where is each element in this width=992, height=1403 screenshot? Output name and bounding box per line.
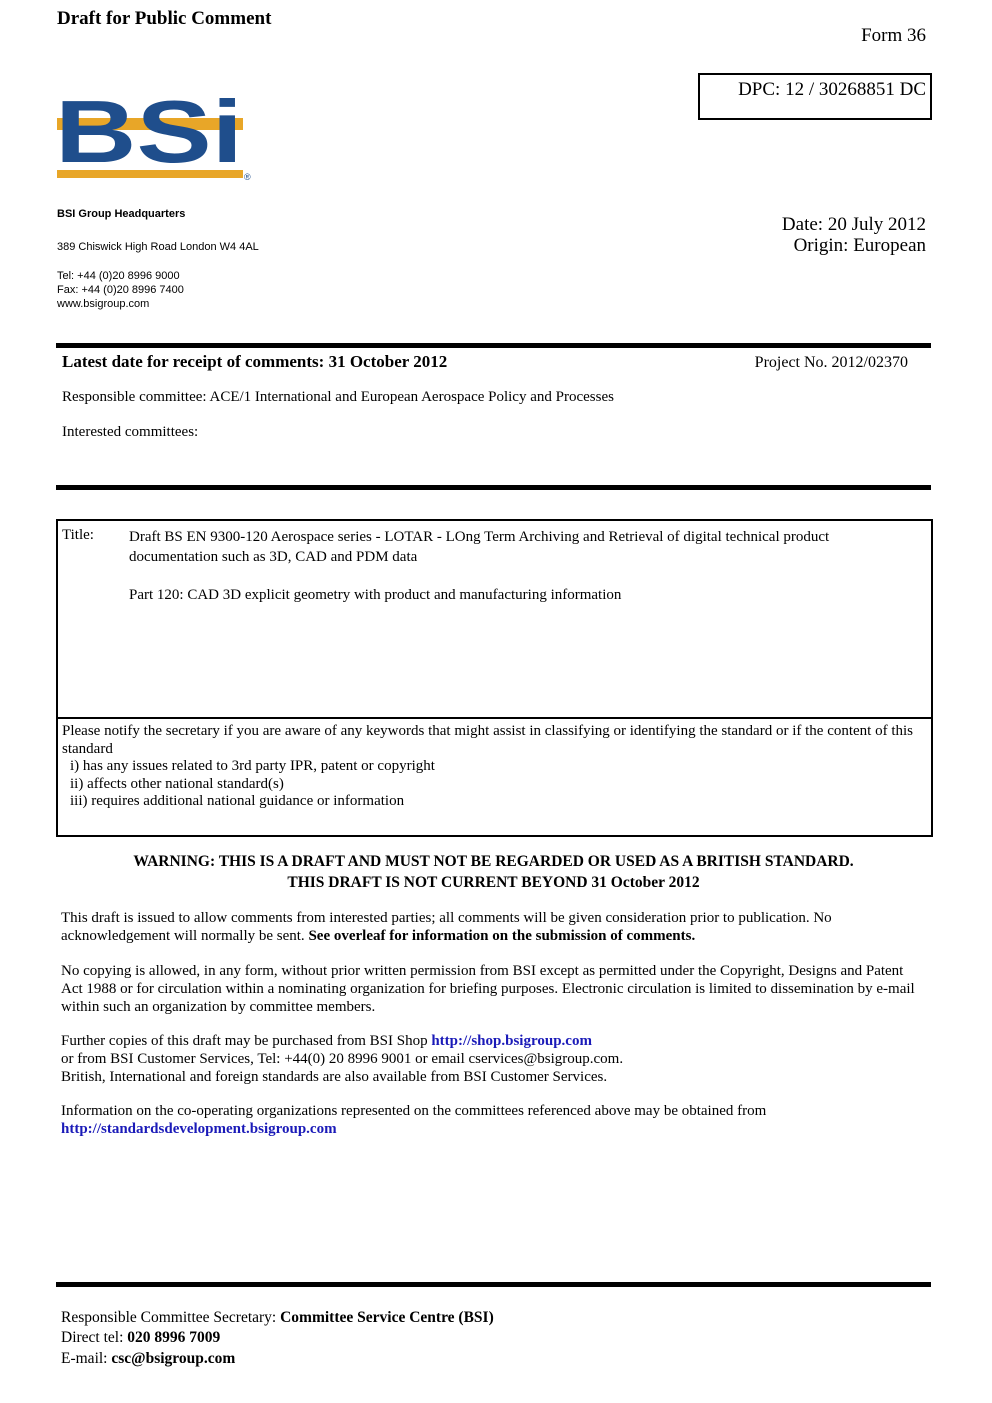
hq-name: BSI Group Headquarters <box>57 208 186 220</box>
comments-deadline: Latest date for receipt of comments: 31 October 2012 <box>62 352 448 371</box>
draft-warning <box>56 851 931 893</box>
document-origin: Origin: European <box>793 235 926 256</box>
notify-intro: Please notify the secretary if you are aware of any keywords that might assist in classifying or identifying the standard or if the content of this standard <box>62 723 914 757</box>
title-label: Title: <box>62 527 94 543</box>
responsible-committee: Responsible committee: ACE/1 International and European Aerospace Policy and Processes <box>62 389 614 405</box>
hq-tel: Tel: +44 (0)20 8996 9000 <box>57 270 180 282</box>
paragraph-text: British, International and foreign standards are also available from BSI Customer Services. <box>61 1068 608 1085</box>
page-title: Draft for Public Comment <box>57 8 272 29</box>
divider-rule <box>56 485 931 490</box>
email-value[interactable]: csc@bsigroup.com <box>111 1350 236 1367</box>
paragraph-cooperating-orgs <box>61 1103 927 1139</box>
divider-rule <box>56 343 931 348</box>
dpc-box <box>698 73 932 120</box>
form-number: Form 36 <box>861 25 926 46</box>
warning-line: THIS DRAFT IS NOT CURRENT BEYOND 31 October 2012 <box>287 874 700 891</box>
standards-development-link[interactable]: http://standardsdevelopment.bsigroup.com <box>61 1120 337 1137</box>
secretary-direct-tel <box>61 1329 220 1347</box>
hq-website: www.bsigroup.com <box>57 298 150 310</box>
paragraph-text: This draft is issued to allow comments from interested parties; all comments will be given consideration prior to publication. No acknowledgement will normally be sent. <box>61 910 832 944</box>
committee-secretary <box>61 1309 494 1327</box>
tel-label: Direct tel: <box>61 1329 128 1346</box>
logo-registered-mark: ® <box>244 172 251 182</box>
hq-address: 389 Chiswick High Road London W4 4AL <box>57 241 259 253</box>
bsi-shop-link[interactable]: http://shop.bsigroup.com <box>431 1033 592 1049</box>
hq-fax: Fax: +44 (0)20 8996 7400 <box>57 284 184 296</box>
overleaf-note: See overleaf for information on the submission of comments. <box>308 927 696 944</box>
project-number: Project No. 2012/02370 <box>754 354 908 371</box>
bsi-logo <box>55 92 255 184</box>
notify-item: i) has any issues related to 3rd party IPR, patent or copyright <box>70 758 435 774</box>
interested-committees: Interested committees: <box>62 424 199 440</box>
notify-section <box>62 723 922 811</box>
secretary-value: Committee Service Centre (BSI) <box>280 1309 494 1326</box>
standard-part: Part 120: CAD 3D explicit geometry with product and manufacturing information <box>129 587 622 603</box>
paragraph-text: or from BSI Customer Services, Tel: +44(0) 20 8996 9001 or email cservices@bsigroup.com. <box>61 1050 624 1067</box>
title-box <box>56 519 933 837</box>
divider-rule <box>56 1282 931 1287</box>
notify-item: ii) affects other national standard(s) <box>70 775 284 792</box>
notify-item: iii) requires additional national guidance or information <box>70 793 405 809</box>
tel-value: 020 8996 7009 <box>127 1329 221 1346</box>
paragraph-text: Further copies of this draft may be purchased from BSI Shop <box>61 1033 432 1049</box>
email-label: E-mail: <box>61 1350 112 1367</box>
box-divider <box>58 717 931 719</box>
document-date: Date: 20 July 2012 <box>781 214 926 235</box>
paragraph-draft-issue <box>61 910 927 946</box>
logo-wordmark: BSi <box>55 92 243 181</box>
secretary-email <box>61 1350 235 1368</box>
paragraph-copying: No copying is allowed, in any form, without prior written permission from BSI except as permitted under the Copyright, Designs and Patent Act 1988 or for circulation within a nominating organization for briefing purposes. Electronic circulation is limited to dissemination by e-mail within such an organization by committee members. <box>61 963 915 1015</box>
warning-line: WARNING: THIS IS A DRAFT AND MUST NOT BE REGARDED OR USED AS A BRITISH STANDARD. <box>133 853 854 870</box>
paragraph-text: Information on the co-operating organizations represented on the committees referenced above may be obtained from <box>61 1103 767 1119</box>
standard-title: Draft BS EN 9300-120 Aerospace series - LOTAR - LOng Term Archiving and Retrieval of digital technical product documentation such as 3D, CAD and PDM data <box>129 529 830 565</box>
paragraph-further-copies <box>61 1033 927 1086</box>
dpc-number: DPC: 12 / 30268851 DC <box>738 79 926 100</box>
secretary-label: Responsible Committee Secretary: <box>61 1309 281 1326</box>
